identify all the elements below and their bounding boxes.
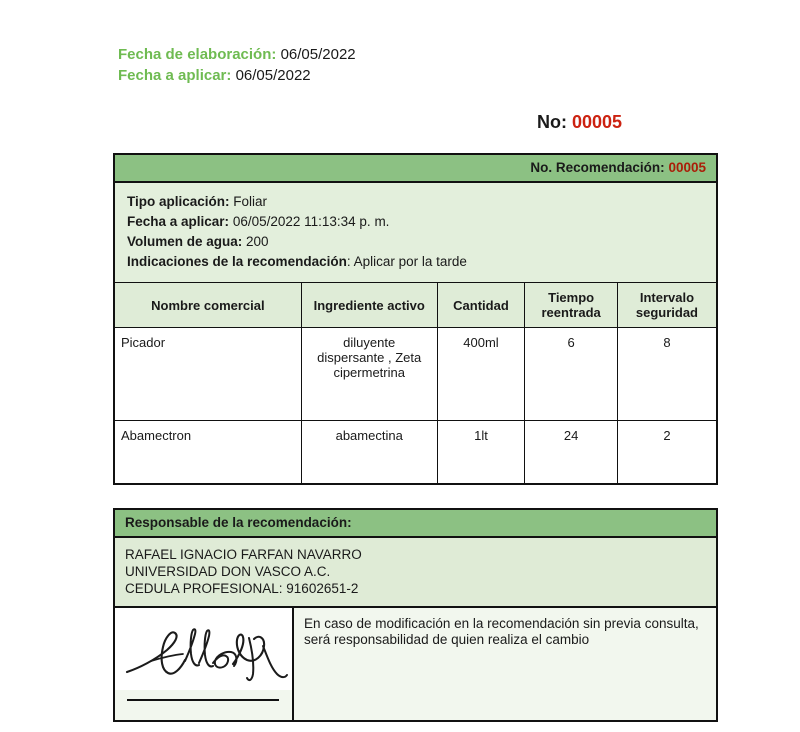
info-value-fecha-aplicar: 06/05/2022 11:13:34 p. m. [229,214,390,229]
recommendation-number-value: 00005 [668,160,706,175]
info-label-tipo-aplicacion: Tipo aplicación: [127,194,230,209]
notice-cell [294,608,716,720]
table-row [115,328,716,421]
recommendation-card-header [115,155,716,183]
info-value-tipo-aplicacion: Foliar [229,194,268,209]
cell-ingrediente-activo: abamectina [301,421,437,484]
elaboration-date-label: Fecha de elaboración: [118,46,277,63]
column-header-ingrediente-activo: Ingrediente activo [301,283,437,328]
responsible-details [115,538,716,608]
cell-tiempo-reentrada: 6 [525,328,618,421]
info-value-indicaciones: : Aplicar por la tarde [346,254,467,269]
recommendation-number-label: No. Recomendación: [530,160,665,175]
info-label-indicaciones: Indicaciones de la recomendación [127,254,347,269]
recommendation-card [113,153,718,485]
application-info-block [115,183,716,283]
signature-icon [121,616,289,690]
info-value-volumen-agua: 200 [242,234,269,249]
document-number-value: 00005 [572,112,623,132]
info-row-volumen-agua [127,232,704,252]
info-label-volumen-agua: Volumen de agua: [127,234,243,249]
cell-tiempo-reentrada: 24 [525,421,618,484]
column-header-tiempo-reentrada: Tiempo reentrada [525,283,618,328]
cell-intervalo-seguridad: 2 [617,421,716,484]
products-table [115,283,716,483]
document-number-label: No: [537,112,567,132]
responsible-card [113,508,718,722]
column-header-cantidad: Cantidad [437,283,525,328]
apply-date-label: Fecha a aplicar: [118,67,232,84]
responsible-name: RAFAEL IGNACIO FARFAN NAVARRO [125,547,362,562]
responsible-institution: UNIVERSIDAD DON VASCO A.C. [125,564,331,579]
apply-date-value: 06/05/2022 [235,67,311,84]
cell-intervalo-seguridad: 8 [617,328,716,421]
document-dates [118,44,356,86]
modification-notice: En caso de modificación en la recomendación sin previa consulta, será responsabilidad de quien realiza el cambio [304,616,699,647]
signature-rule [127,699,279,701]
signature-row [115,608,716,720]
cell-nombre-comercial: Picador [115,328,301,421]
cell-cantidad: 1lt [437,421,525,484]
info-row-fecha-aplicar [127,212,704,232]
responsible-license: CEDULA PROFESIONAL: 91602651-2 [125,581,359,596]
table-row [115,421,716,484]
info-label-fecha-aplicar: Fecha a aplicar: [127,214,230,229]
info-row-tipo-aplicacion [127,192,704,212]
elaboration-date-line [118,44,356,65]
elaboration-date-value: 06/05/2022 [280,46,356,63]
cell-ingrediente-activo: diluyente dispersante , Zeta cipermetrina [301,328,437,421]
responsible-card-header: Responsable de la recomendación: [115,510,716,538]
column-header-nombre-comercial: Nombre comercial [115,283,301,328]
apply-date-line [118,65,356,86]
document-number [537,112,622,133]
signature-cell [115,608,294,720]
cell-nombre-comercial: Abamectron [115,421,301,484]
cell-cantidad: 400ml [437,328,525,421]
info-row-indicaciones [127,252,704,272]
table-header-row [115,283,716,328]
column-header-intervalo-seguridad: Intervalo seguridad [617,283,716,328]
